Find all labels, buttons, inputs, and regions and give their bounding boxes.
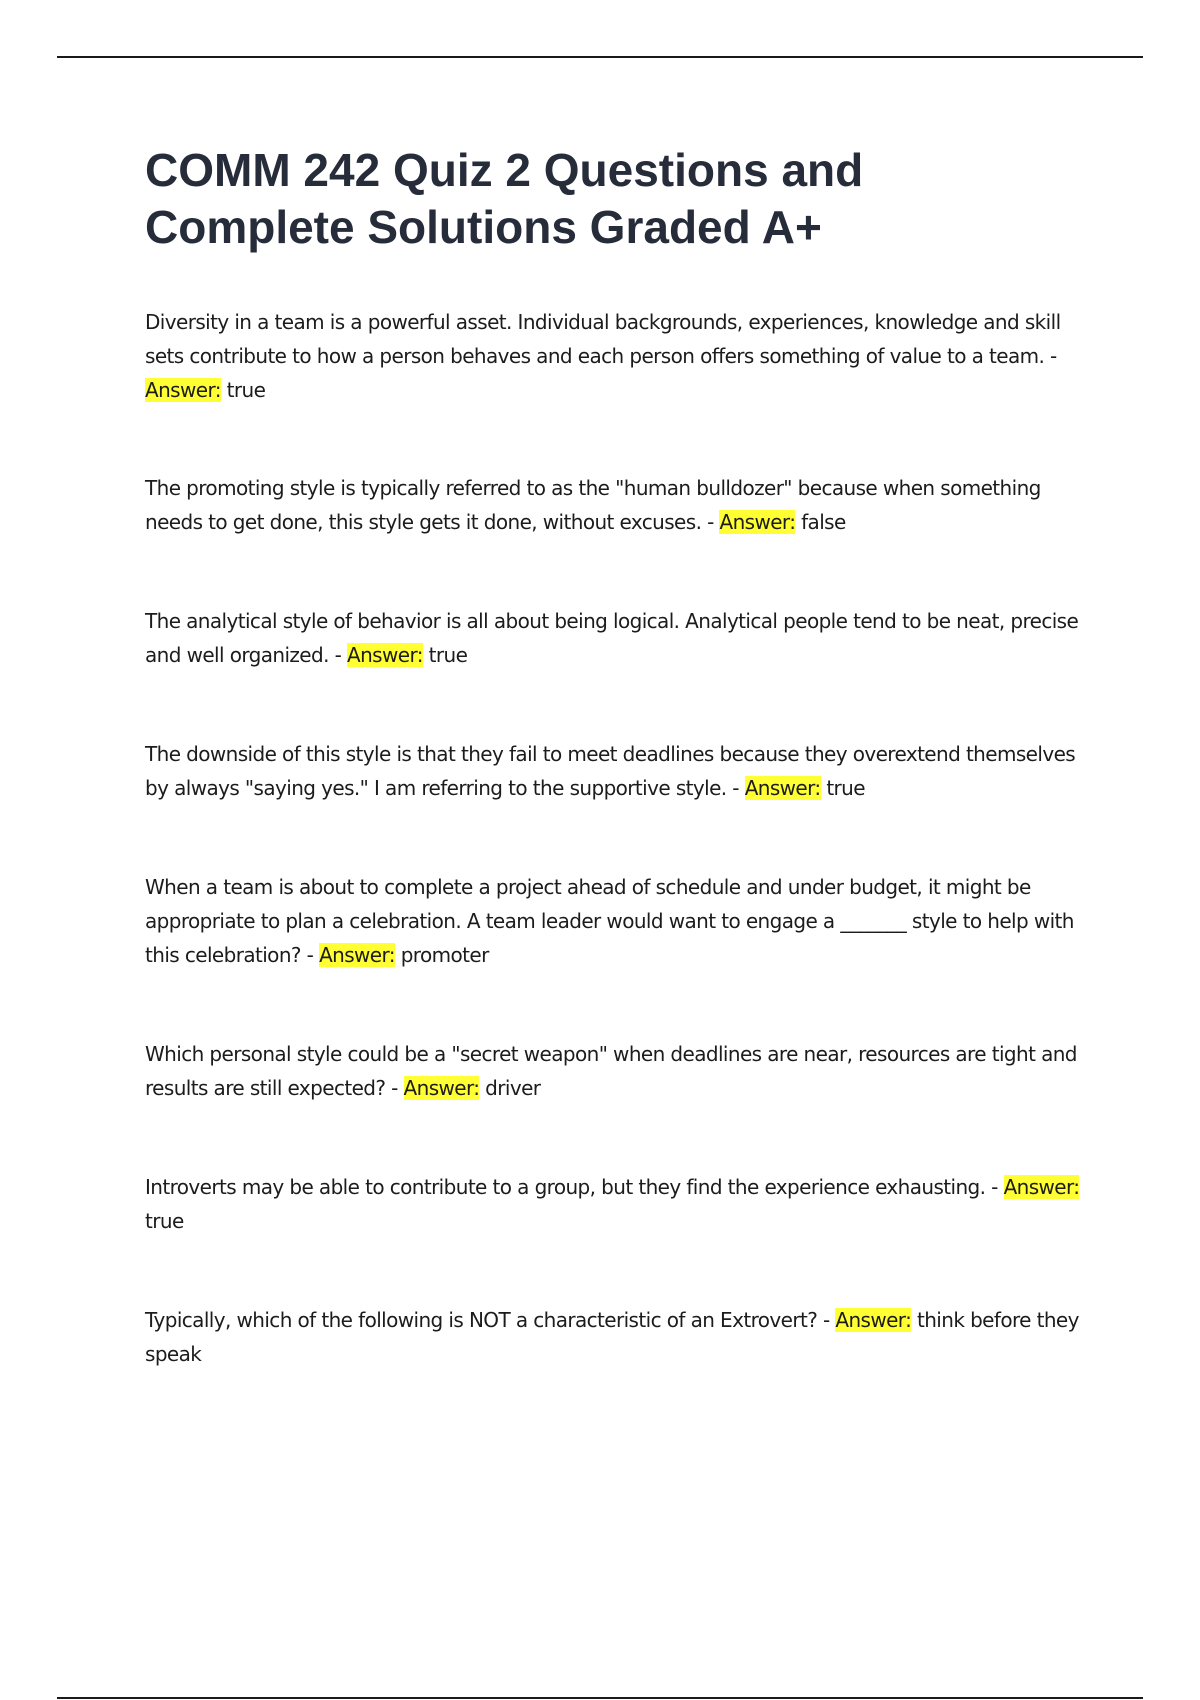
qa-item [145, 870, 1095, 972]
question-text: Which personal style could be a "secret weapon" when deadlines are near, resources are tight and results are still expected? - [145, 1042, 1077, 1100]
qa-item [145, 471, 1095, 539]
answer-text: think before they speak [145, 1308, 1079, 1366]
question-text: Diversity in a team is a powerful asset. Individual backgrounds, experiences, knowledge and skill sets contribute to how a person behaves and each person offers something of value to a team. - [145, 310, 1061, 368]
answer-text: true [145, 1209, 184, 1233]
qa-item [145, 1303, 1095, 1371]
top-rule [57, 56, 1143, 58]
answer-label: Answer: [835, 1308, 912, 1332]
question-text: When a team is about to complete a project ahead of schedule and under budget, it might be appropriate to plan a celebration. A team leader would want to engage a _______ style to help with this celebration? - [145, 875, 1074, 967]
qa-item [145, 1170, 1095, 1238]
answer-text: driver [485, 1076, 541, 1100]
question-text: Typically, which of the following is NOT a characteristic of an Extrovert? - [145, 1308, 830, 1332]
qa-item [145, 1037, 1095, 1105]
bottom-rule [57, 1697, 1143, 1699]
answer-label: Answer: [744, 776, 821, 800]
qa-list [145, 305, 1095, 1371]
answer-label: Answer: [145, 378, 221, 402]
answer-text: false [801, 510, 846, 534]
question-text: Introverts may be able to contribute to a group, but they find the experience exhausting. - [145, 1175, 998, 1199]
answer-text: promoter [400, 943, 489, 967]
answer-label: Answer: [1003, 1175, 1080, 1199]
question-text: The analytical style of behavior is all about being logical. Analytical people tend to be neat, precise and well organized. - [145, 609, 1079, 667]
question-text: The downside of this style is that they fail to meet deadlines because they overextend themselves by always "saying yes." I am referring to the supportive style. - [145, 742, 1076, 800]
answer-text: true [826, 776, 865, 800]
answer-label: Answer: [347, 643, 423, 667]
answer-label: Answer: [719, 510, 796, 534]
answer-text: true [428, 643, 468, 667]
page-title: COMM 242 Quiz 2 Questions and Complete Solutions Graded A+ [145, 144, 864, 253]
answer-label: Answer: [319, 943, 395, 967]
qa-item [145, 604, 1095, 672]
answer-text: true [226, 378, 266, 402]
qa-item [145, 305, 1095, 407]
question-text: The promoting style is typically referred to as the "human bulldozer" because when something needs to get done, this style gets it done, without excuses. - [145, 476, 1041, 534]
qa-item [145, 737, 1095, 805]
answer-label: Answer: [403, 1076, 480, 1100]
